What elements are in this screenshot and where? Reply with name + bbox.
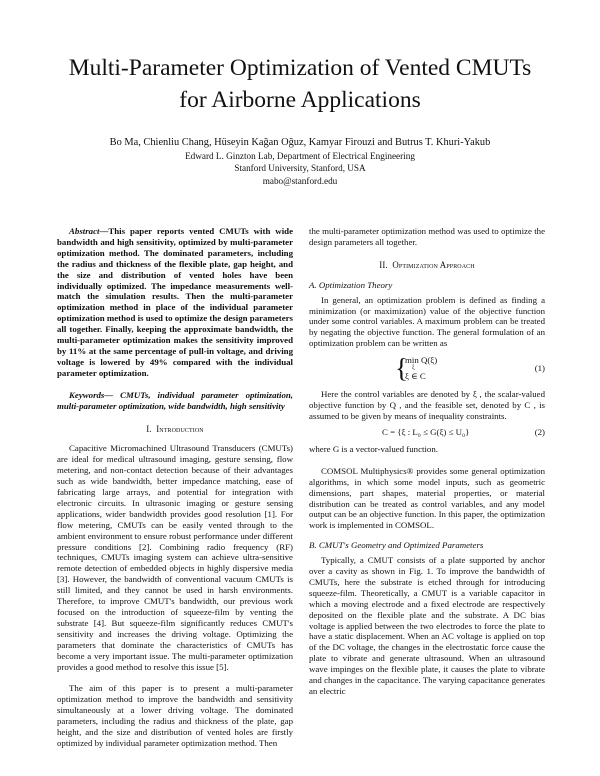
section-heading-introduction: [57, 424, 293, 435]
section-heading-optimization: [309, 260, 545, 271]
title-line-2: for Airborne Applications: [179, 87, 421, 113]
abstract-label: Abstract: [69, 226, 100, 236]
affiliation-block: [0, 150, 600, 187]
section-numeral: I.: [146, 423, 152, 434]
author-email: mabo@stanford.edu: [262, 175, 338, 186]
abstract: [57, 226, 293, 379]
equation-1: [309, 354, 545, 384]
equation-2-body: C = {ξ : L₀ ≤ G(ξ) ≤ U₀}: [382, 426, 470, 437]
equation-2: [309, 426, 545, 440]
theory-paragraph-4: COMSOL Multiphysics® provides some general optimization algorithms, in which some model inputs, such as geometric dimensions, part shapes, material properties, or material distribution can be treated as control variables, and any model output can be an objective function. In this paper, the optimization work is implemented in COMSOL.: [309, 465, 545, 531]
keywords-text: — CMUTs, individual parameter optimization, multi-parameter optimization, wide bandwidth, high sensitivity: [57, 389, 293, 411]
theory-paragraph-1: In general, an optimization problem is defined as finding a minimization (or maximization) value of the objective function under some control variables. A maximum problem can be treated by negating the objective function. The general formulation of an optimization problem can be written as: [309, 294, 545, 349]
theory-paragraph-2: Here the control variables are denoted by ξ , the scalar-valued objective function by Q , and the feasible set, denoted by C , is assumed to be given by means of inequality constraints.: [309, 389, 545, 421]
section-title: Optimization Approach: [392, 259, 475, 270]
geometry-paragraph-1: Typically, a CMUT consists of a plate supported by anchor over a cavity as shown in Fig. 1. To improve the bandwidth of CMUTs, here the substrate is etched through for introducing squeeze-film. Theoretically, a CMUT is a variable capacitor in which a moving electrode and a fixed electrode are respectively deposited on the flexible plate and the substrate. A DC bias voltage is applied between the two electrodes to force the plate to have a static displacement. When an AC voltage is applied on top of the DC voltage, the changes in the electrostatic force cause the plate to vibrate and generate ultrasound. When an ultrasound wave impinges on the flexible plate, it causes the plate to vibrate and changes in the capacitance. The varying capacitance generates an electric: [309, 555, 545, 696]
keywords-label: Keywords: [69, 389, 105, 400]
equation-1-objective: min Q(ξ): [405, 355, 438, 366]
title-line-1: Multi-Parameter Optimization of Vented CMUTs: [68, 55, 532, 81]
intro-paragraph-2-continued: the multi-parameter optimization method was used to optimize the design parameters all together.: [309, 226, 545, 247]
subsection-heading-b: B. CMUT's Geometry and Optimized Parameters: [309, 540, 484, 551]
paper-title: [0, 52, 600, 116]
intro-paragraph-2: The aim of this paper is to present a multi-parameter optimization method to improve the bandwidth and sensitivity simultaneously at a lower driving voltage. The dominated parameters, including the radius and thickness of the plate, gap height, and the size and distribution of vented holes are firstly optimized by individual parameter optimization method. Then: [57, 683, 293, 748]
keywords: [57, 390, 293, 412]
right-column: [309, 226, 545, 697]
theory-paragraph-3: where G is a vector-valued function.: [309, 443, 438, 454]
left-column: [57, 226, 293, 749]
intro-paragraph-1: Capacitive Micromachined Ultrasound Transducers (CMUTs) are ideal for medical ultrasound imaging, gesture sensing, flow metering, and non-contact detection because of their advantages such as wide bandwidth, better impedance matching, ease of fabricating large arrays, and potential for integration with electronic circuits. In ultrasonic imaging or gesture sensing applications, wider bandwidth provides good resolution [1]. For flow metering, CMUTs can be easily vented through to the ambient environment to ensure robust performance under different pressure conditions [2]. Combining radio frequency (RF) techniques, CMUTs imaging system can achieve ultra-sensitive remote detection of embedded objects in highly dispersive media [3]. However, the bandwidth of conventional vacuum CMUTs is still limited, and they cannot be used in harsh environments. Therefore, to improve CMUT's bandwidth, our previous work focused on the introduction of squeeze-film by venting the substrate [4]. But squeeze-film significantly reduces CMUT's sensitivity and increases the driving voltage. Optimizing the parameters that dominate the characteristics of CMUTs has become a very important issue. The multi-parameter optimization provides a good method to resolve this issue [5].: [57, 443, 293, 672]
affiliation-lab: Edward L. Ginzton Lab, Department of Electrical Engineering: [185, 151, 415, 161]
section-numeral: II.: [379, 259, 388, 270]
section-title: Introduction: [156, 423, 204, 434]
equation-2-number: (2): [534, 426, 545, 437]
equation-brace: {: [395, 353, 408, 384]
equation-1-number: (1): [534, 363, 545, 374]
equation-1-subscript: ξ: [412, 365, 415, 372]
subsection-heading-a: A. Optimization Theory: [309, 279, 393, 290]
abstract-text: —This paper reports vented CMUTs with wide bandwidth and high sensitivity, optimized by multi-parameter optimization method. The dominated parameters, including the radius and thickness of the flexible plate, gap height, and the size and distribution of vented holes have been individually optimized. The impedance measurements well-match the simulation results. Then the multi-parameter optimization method in place of the individual parameter optimization method is used to optimize the design parameters all together. Finally, keeping the approximate bandwidth, the multi-parameter optimization makes the sensitivity improved by 11% at the same percentage of pull-in voltage, and driving voltage is lowered by 49% compared with the individual parameter optimization.: [57, 226, 293, 378]
equation-1-constraint: ξ ∈ C: [405, 371, 426, 382]
author-list: Bo Ma, Chienliu Chang, Hüseyin Kağan Oğuz, Kamyar Firouzi and Butrus T. Khuri-Yakub: [109, 137, 491, 148]
affiliation-university: Stanford University, Stanford, USA: [234, 163, 366, 174]
